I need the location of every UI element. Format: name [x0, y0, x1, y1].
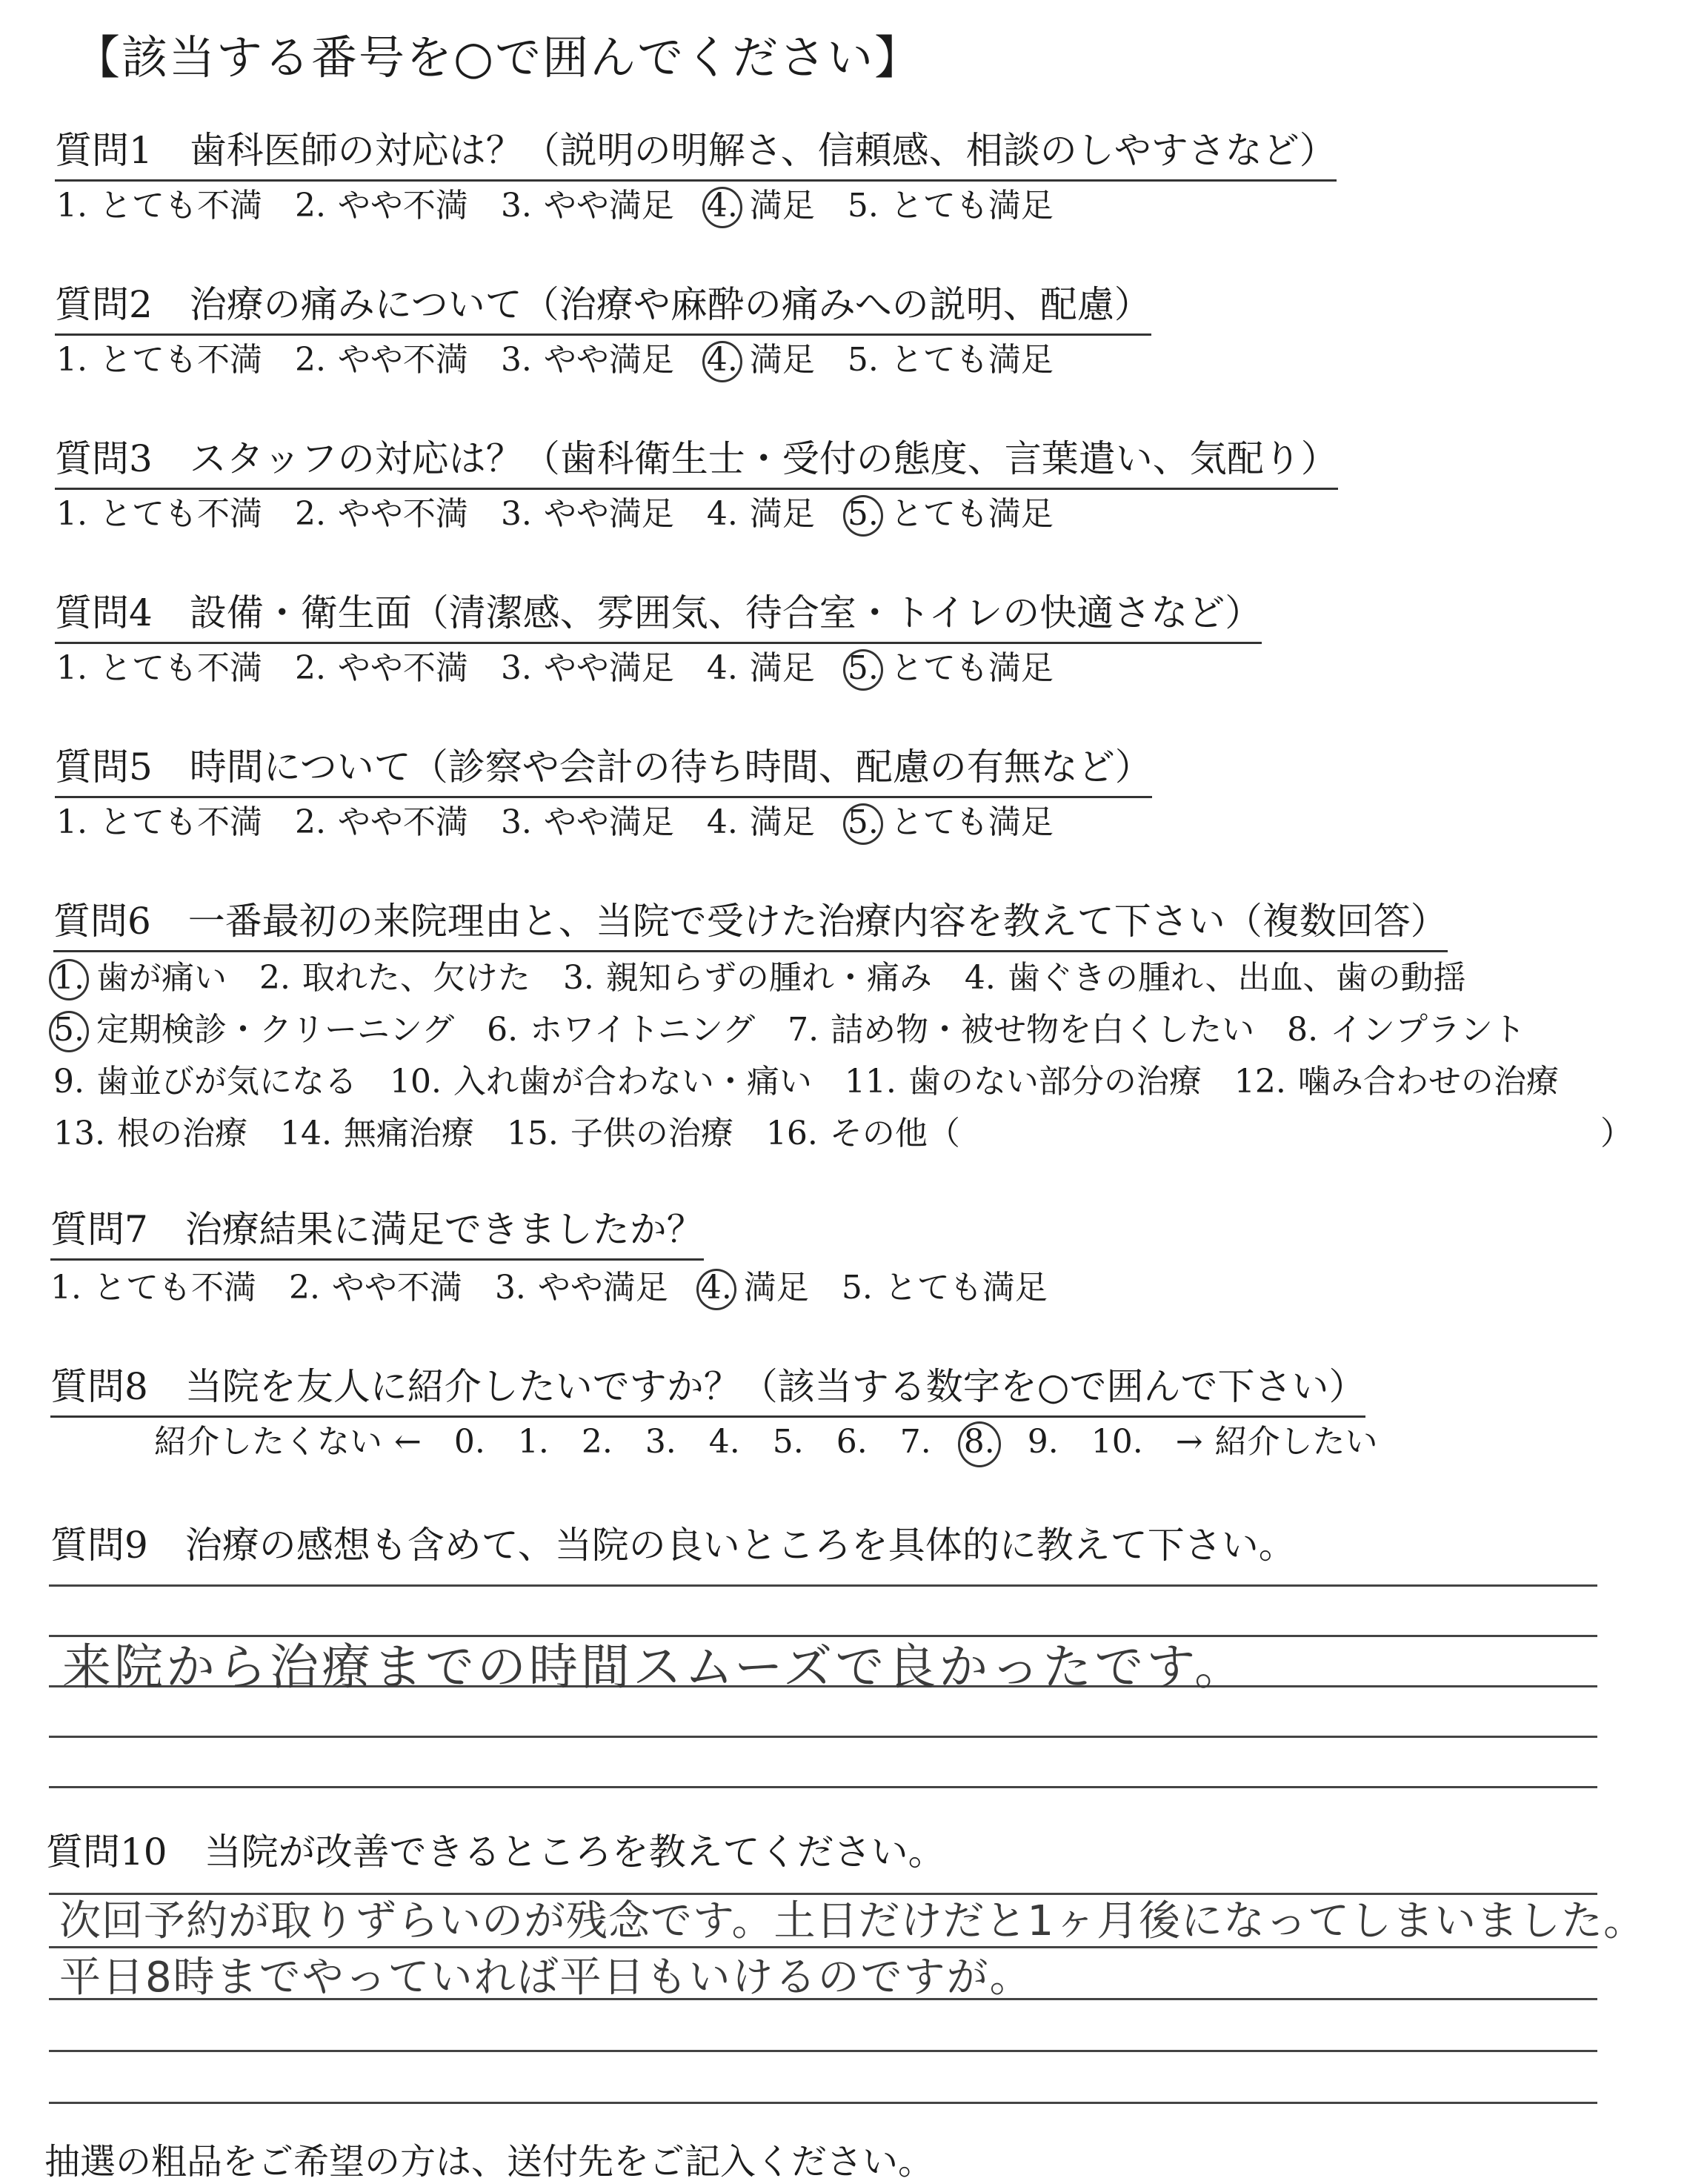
- q2-option-2[interactable]: 2. やや不満: [294, 341, 468, 379]
- q10-handwritten-answer-line-1[interactable]: 次回予約が取りずらいのが残念です。土日だけだと1ヶ月後になってしまいました。: [59, 1897, 1646, 1945]
- answer-line: [49, 2050, 1597, 2052]
- q6-options-row-2: [53, 1008, 1558, 1052]
- q6-other-close-paren: ）: [1600, 1115, 1633, 1152]
- q6-options-row-3: [53, 1060, 1591, 1104]
- q7-option-4[interactable]: 4. 満足: [701, 1266, 809, 1310]
- q6-options-row-4: [53, 1112, 993, 1156]
- q6-option-12[interactable]: 12. 噛み合わせの治療: [1234, 1063, 1559, 1101]
- q2-options: [56, 338, 1086, 382]
- q8-score-7[interactable]: 7.: [899, 1423, 931, 1461]
- q6-option-16[interactable]: 16. その他（: [765, 1115, 960, 1152]
- q7-option-5[interactable]: 5. とても満足: [841, 1269, 1048, 1307]
- q8-left-label: 紹介したくない ←: [154, 1423, 422, 1461]
- q8-score-5[interactable]: 5.: [772, 1423, 804, 1461]
- q6-option-8[interactable]: 8. インプラント: [1287, 1011, 1526, 1049]
- q8-score-4[interactable]: 4.: [708, 1423, 740, 1461]
- q6-option-7[interactable]: 7. 詰め物・被せ物を白くしたい: [788, 1011, 1255, 1049]
- q3-option-1[interactable]: 1. とても不満: [56, 495, 262, 533]
- q7-title: 質問7 治療結果に満足できましたか？: [50, 1204, 704, 1261]
- q6-option-3[interactable]: 3. 親知らずの腫れ・痛み: [562, 959, 932, 997]
- q1-option-4[interactable]: 4. 満足: [707, 184, 815, 228]
- selection-circle: [843, 649, 883, 691]
- q7-option-3[interactable]: 3. やや満足: [494, 1269, 668, 1307]
- q1-option-1[interactable]: 1. とても不満: [56, 187, 262, 225]
- q2-title: 質問2 治療の痛みについて（治療や麻酔の痛みへの説明、配慮）: [55, 279, 1151, 336]
- q8-score-3[interactable]: 3.: [645, 1423, 676, 1461]
- q4-title: 質問4 設備・衛生面（清潔感、雰囲気、待合室・トイレの快適さなど）: [55, 587, 1262, 644]
- q2-option-3[interactable]: 3. やや満足: [500, 341, 674, 379]
- q5-option-5[interactable]: 5. とても満足: [848, 800, 1054, 845]
- selection-circle: [702, 187, 742, 228]
- selection-circle: [696, 1269, 736, 1310]
- q5-option-1[interactable]: 1. とても不満: [56, 803, 262, 841]
- q6-options-row-1: [53, 956, 1499, 1000]
- q4-option-3[interactable]: 3. やや満足: [500, 649, 674, 687]
- q9-handwritten-answer[interactable]: 来院から治療までの時間スムーズで良かったです。: [62, 1639, 1247, 1696]
- q1-options: [56, 184, 1086, 228]
- q4-option-4[interactable]: 4. 満足: [706, 649, 815, 687]
- q3-option-4[interactable]: 4. 満足: [706, 495, 815, 533]
- selection-circle: [958, 1421, 1001, 1467]
- q5-options: [56, 800, 1086, 845]
- q9-title: 質問9 治療の感想も含めて、当院の良いところを具体的に教えて下さい。: [50, 1524, 1296, 1567]
- q2-option-1[interactable]: 1. とても不満: [56, 341, 262, 379]
- q10-title: 質問10 当院が改善できるところを教えてください。: [46, 1830, 945, 1873]
- answer-line: [49, 2102, 1597, 2104]
- q5-option-3[interactable]: 3. やや満足: [500, 803, 674, 841]
- q1-title: 質問1 歯科医師の対応は？（説明の明解さ、信頼感、相談のしやすさなど）: [55, 125, 1337, 182]
- selection-circle: [702, 341, 742, 382]
- q1-option-2[interactable]: 2. やや不満: [294, 187, 468, 225]
- answer-line: [49, 1736, 1597, 1738]
- footer-note: 抽選の粗品をご希望の方は、送付先をご記入ください。: [44, 2141, 934, 2183]
- q8-score-0[interactable]: 0.: [453, 1423, 485, 1461]
- q5-option-2[interactable]: 2. やや不満: [294, 803, 468, 841]
- q6-option-1[interactable]: 1. 歯が痛い: [53, 956, 227, 1000]
- q8-score-8[interactable]: 8.: [964, 1420, 995, 1464]
- q7-option-2[interactable]: 2. やや不満: [288, 1269, 462, 1307]
- q8-scale: [154, 1420, 1411, 1464]
- q6-option-10[interactable]: 10. 入れ歯が合わない・痛い: [389, 1063, 812, 1101]
- q5-title: 質問5 時間について（診察や会計の待ち時間、配慮の有無など）: [55, 741, 1152, 798]
- q6-option-6[interactable]: 6. ホワイトニング: [487, 1011, 756, 1049]
- q1-option-5[interactable]: 5. とても満足: [847, 187, 1054, 225]
- q3-option-5[interactable]: 5. とても満足: [848, 492, 1054, 537]
- q6-option-11[interactable]: 11. 歯のない部分の治療: [844, 1063, 1202, 1101]
- q8-title: 質問8 当院を友人に紹介したいですか？（該当する数字を○で囲んで下さい）: [50, 1361, 1365, 1418]
- q7-option-1[interactable]: 1. とても不満: [50, 1269, 256, 1307]
- q8-right-label: → 紹介したい: [1175, 1423, 1378, 1461]
- selection-circle: [843, 495, 883, 537]
- q8-score-1[interactable]: 1.: [517, 1423, 549, 1461]
- q5-option-4[interactable]: 4. 満足: [706, 803, 815, 841]
- q3-option-3[interactable]: 3. やや満足: [500, 495, 674, 533]
- q2-option-5[interactable]: 5. とても満足: [847, 341, 1054, 379]
- page-header: 【該当する番号を○で囲んでください】: [74, 30, 922, 84]
- selection-circle: [843, 803, 883, 845]
- q6-option-4[interactable]: 4. 歯ぐきの腫れ、出血、歯の動揺: [964, 959, 1466, 997]
- q2-option-4[interactable]: 4. 満足: [707, 338, 815, 382]
- q8-score-10[interactable]: 10.: [1091, 1423, 1143, 1461]
- q6-option-5[interactable]: 5. 定期検診・クリーニング: [53, 1008, 454, 1052]
- q7-options: [50, 1266, 1080, 1310]
- q6-option-9[interactable]: 9. 歯並びが気になる: [53, 1063, 357, 1101]
- q8-score-9[interactable]: 9.: [1027, 1423, 1059, 1461]
- q4-option-2[interactable]: 2. やや不満: [294, 649, 468, 687]
- q4-options: [56, 646, 1086, 691]
- q6-option-15[interactable]: 15. 子供の治療: [506, 1115, 733, 1152]
- answer-line: [49, 1584, 1597, 1587]
- q10-handwritten-answer-line-2[interactable]: 平日8時までやっていれば平日もいけるのですが。: [59, 1954, 1033, 2002]
- q4-option-5[interactable]: 5. とても満足: [848, 646, 1054, 691]
- selection-circle: [49, 959, 89, 1000]
- q8-score-2[interactable]: 2.: [581, 1423, 613, 1461]
- q3-option-2[interactable]: 2. やや不満: [294, 495, 468, 533]
- q3-title: 質問3 スタッフの対応は？（歯科衛生士・受付の態度、言葉遣い、気配り）: [55, 433, 1338, 490]
- q6-option-13[interactable]: 13. 根の治療: [53, 1115, 247, 1152]
- q6-option-2[interactable]: 2. 取れた、欠けた: [259, 959, 530, 997]
- q6-option-14[interactable]: 14. 無痛治療: [279, 1115, 474, 1152]
- selection-circle: [49, 1011, 89, 1052]
- q4-option-1[interactable]: 1. とても不満: [56, 649, 262, 687]
- q6-title: 質問6 一番最初の来院理由と、当院で受けた治療内容を教えて下さい（複数回答）: [53, 895, 1448, 952]
- q3-options: [56, 492, 1086, 537]
- answer-line: [49, 1786, 1597, 1788]
- q8-score-6[interactable]: 6.: [836, 1423, 868, 1461]
- q1-option-3[interactable]: 3. やや満足: [500, 187, 674, 225]
